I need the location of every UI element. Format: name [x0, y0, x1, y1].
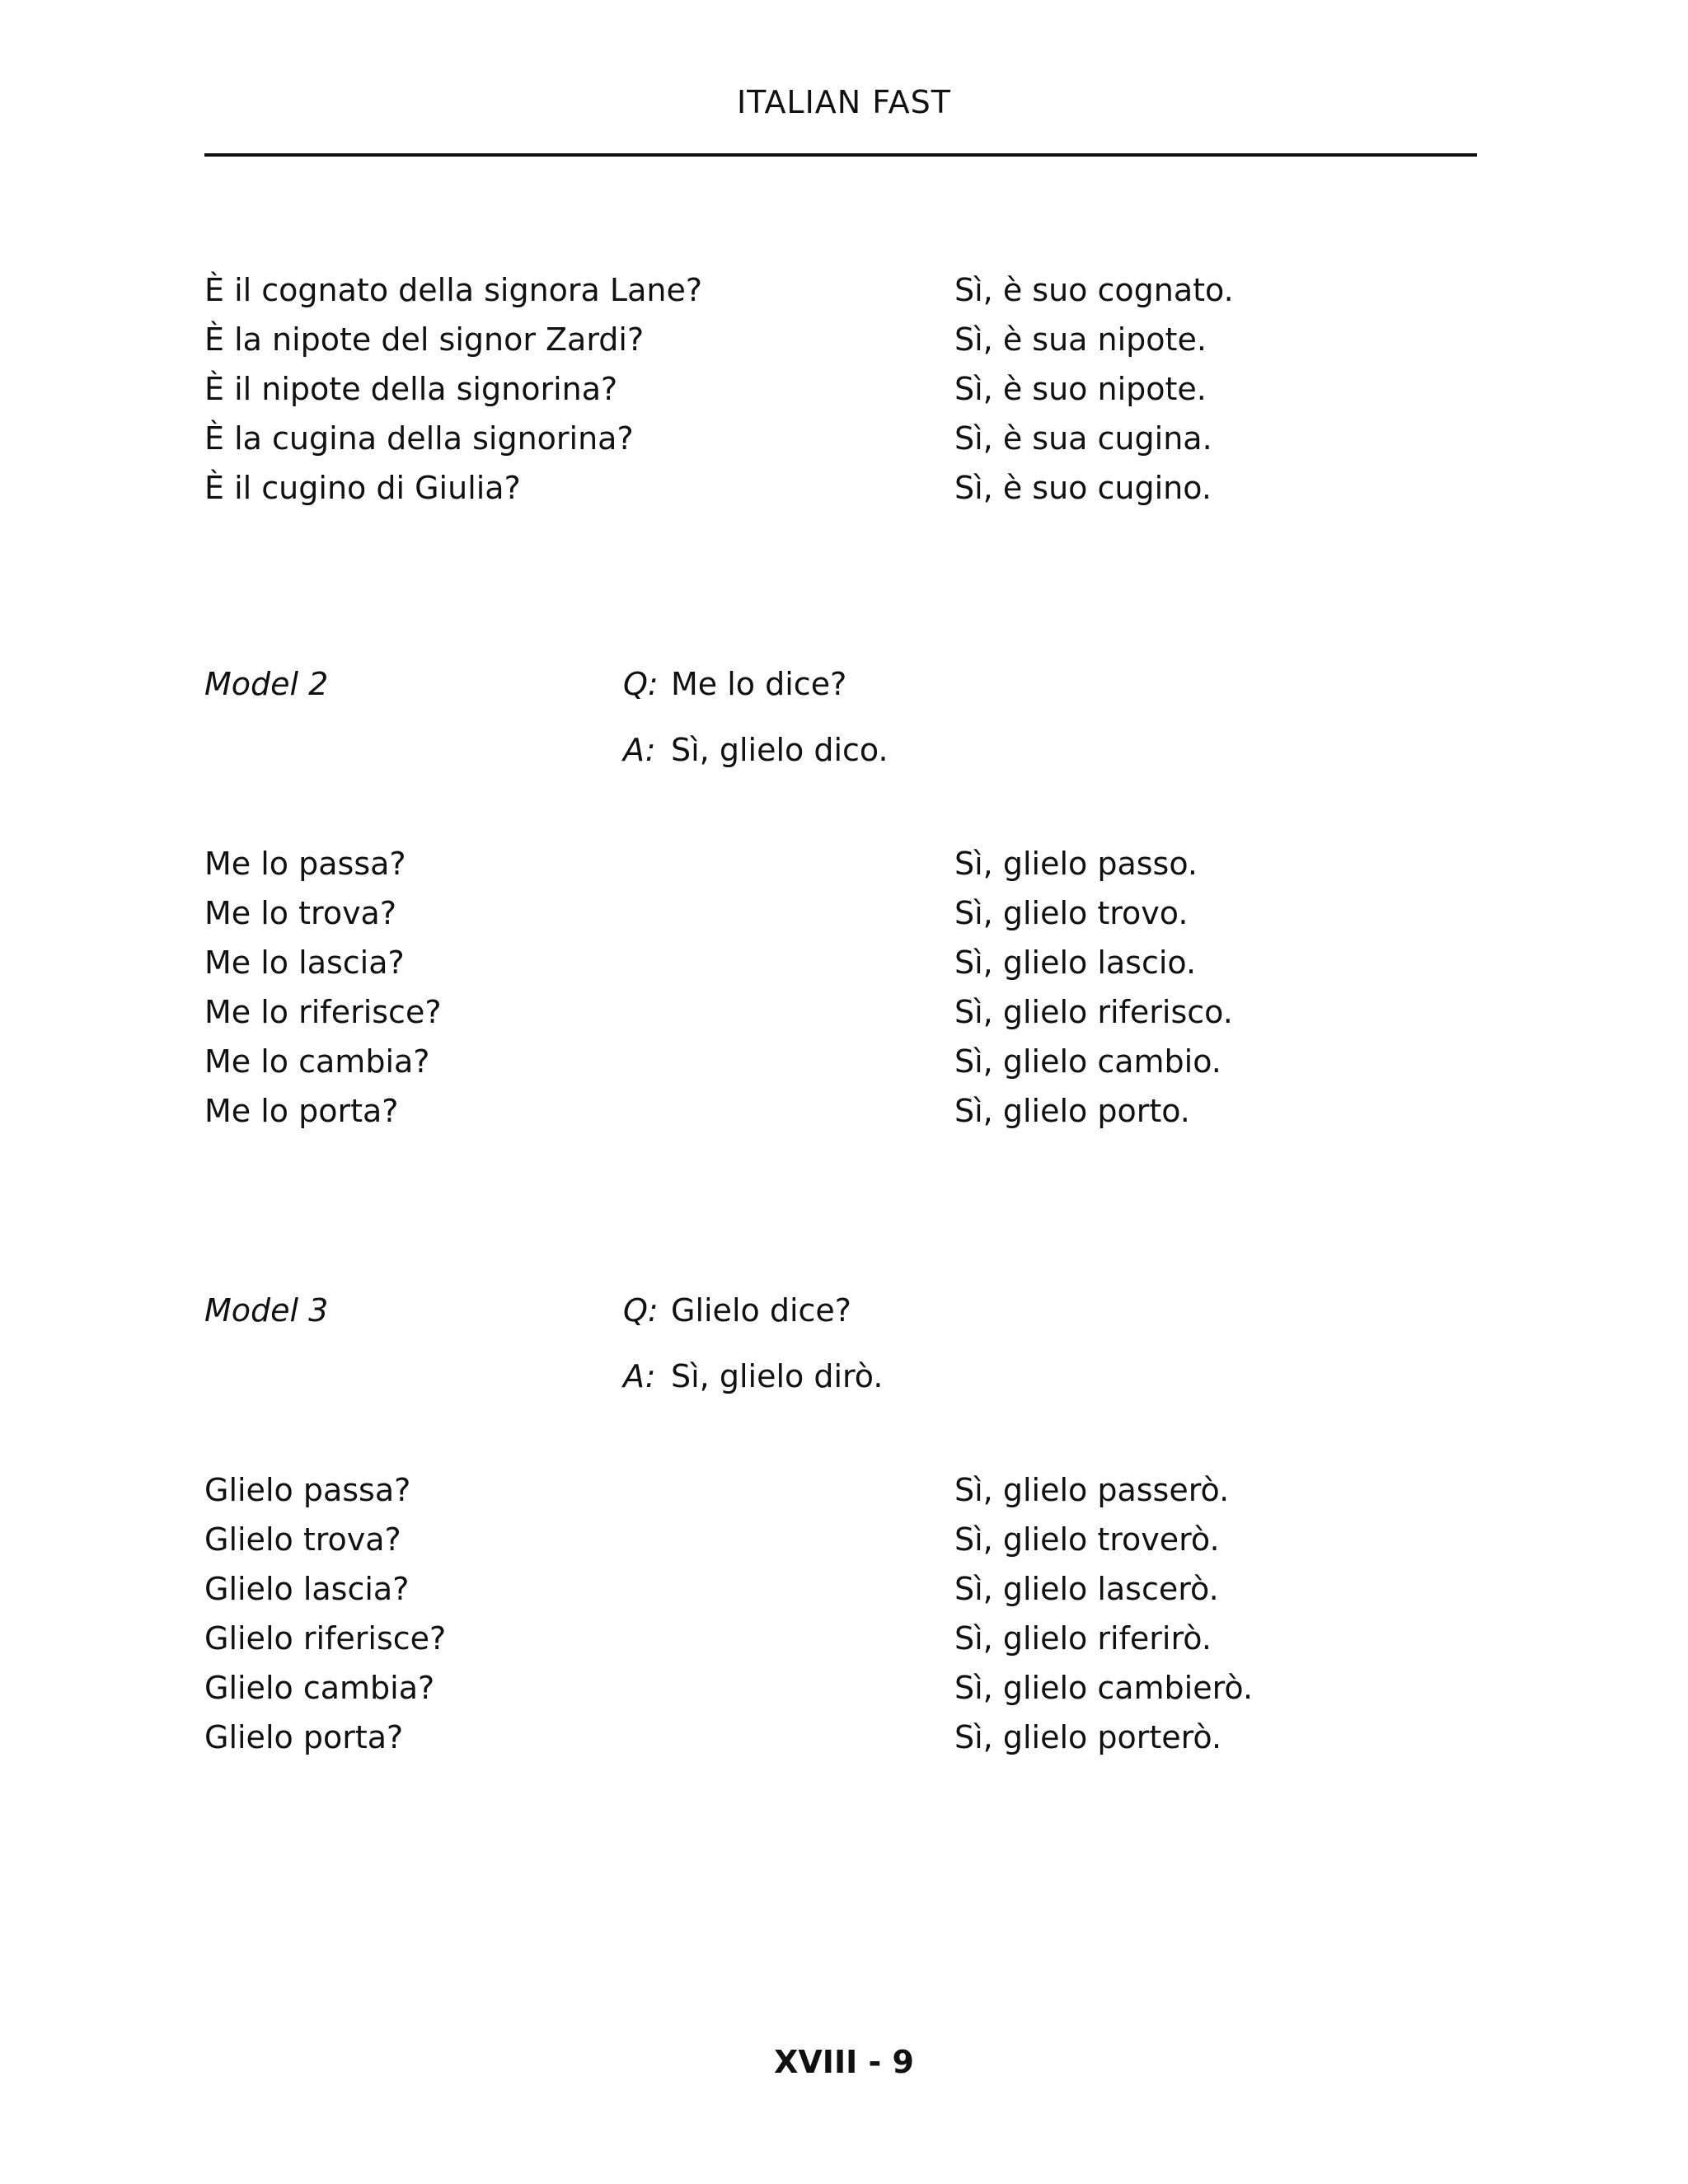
drill-answer: Sì, glielo lascio.: [954, 944, 1197, 981]
drill-answer: Sì, glielo troverò.: [954, 1521, 1220, 1558]
drill-question: Me lo lascia?: [204, 944, 405, 981]
drill-section-2: [204, 839, 1490, 1136]
drill-question: Glielo lascia?: [204, 1571, 410, 1607]
drill-row: [204, 1037, 1490, 1086]
drill-section-3: [204, 1465, 1490, 1762]
drill-answer: Sì, è suo nipote.: [954, 371, 1207, 407]
model-label: Model 2: [204, 666, 329, 702]
drill-row: [204, 1564, 1490, 1614]
drill-row: [204, 364, 1490, 414]
running-title: ITALIAN FAST: [736, 84, 952, 120]
drill-answer: Sì, glielo cambierò.: [954, 1670, 1254, 1706]
drill-question: Glielo cambia?: [204, 1670, 435, 1706]
drill-answer: Sì, glielo porto.: [954, 1093, 1190, 1129]
drill-question: Me lo porta?: [204, 1093, 399, 1129]
drill-row: [204, 463, 1490, 513]
drill-answer: Sì, è suo cugino.: [954, 470, 1212, 506]
answer-tag: A:: [623, 1358, 656, 1394]
drill-answer: Sì, è suo cognato.: [954, 272, 1234, 308]
question-tag: Q:: [623, 666, 659, 702]
drill-answer: Sì, è sua cugina.: [954, 420, 1212, 457]
drill-row: [204, 414, 1490, 463]
drill-row: [204, 1614, 1490, 1663]
answer-text: Sì, glielo dirò.: [671, 1358, 884, 1394]
model-label: Model 3: [204, 1292, 329, 1329]
model-question: [623, 1292, 851, 1329]
question-tag: Q:: [623, 1292, 659, 1329]
drill-row: [204, 1086, 1490, 1136]
drill-row: [204, 265, 1490, 315]
model-answer: [623, 732, 889, 768]
drill-question: Me lo passa?: [204, 846, 406, 882]
drill-question: È il cognato della signora Lane?: [204, 272, 703, 308]
drill-row: [204, 987, 1490, 1037]
drill-question: Me lo riferisce?: [204, 994, 442, 1030]
drill-row: [204, 1515, 1490, 1564]
drill-answer: Sì, glielo passo.: [954, 846, 1198, 882]
page-number: XVIII - 9: [774, 2044, 914, 2080]
drill-answer: Sì, glielo riferirò.: [954, 1620, 1212, 1657]
drill-question: Glielo riferisce?: [204, 1620, 447, 1657]
question-text: Glielo dice?: [671, 1292, 851, 1329]
question-text: Me lo dice?: [671, 666, 847, 702]
drill-row: [204, 938, 1490, 987]
answer-tag: A:: [623, 732, 656, 768]
drill-row: [204, 839, 1490, 888]
drill-answer: Sì, glielo cambio.: [954, 1043, 1221, 1080]
header-rule: [204, 153, 1477, 157]
drill-answer: Sì, glielo porterò.: [954, 1719, 1222, 1755]
drill-row: [204, 1713, 1490, 1762]
drill-question: Glielo passa?: [204, 1472, 411, 1508]
drill-answer: Sì, glielo passerò.: [954, 1472, 1230, 1508]
drill-row: [204, 315, 1490, 364]
drill-question: Glielo trova?: [204, 1521, 401, 1558]
drill-question: Me lo trova?: [204, 895, 397, 931]
model-question: [623, 666, 846, 702]
drill-question: Me lo cambia?: [204, 1043, 430, 1080]
drill-question: È la cugina della signorina?: [204, 420, 634, 457]
drill-answer: Sì, glielo riferisco.: [954, 994, 1233, 1030]
drill-row: [204, 1465, 1490, 1515]
answer-text: Sì, glielo dico.: [671, 732, 889, 768]
drill-question: È il cugino di Giulia?: [204, 470, 521, 506]
drill-section-1: [204, 265, 1490, 513]
drill-answer: Sì, è sua nipote.: [954, 321, 1207, 358]
model-answer: [623, 1358, 883, 1394]
drill-question: È il nipote della signorina?: [204, 371, 618, 407]
drill-answer: Sì, glielo trovo.: [954, 895, 1189, 931]
drill-question: Glielo porta?: [204, 1719, 404, 1755]
drill-row: [204, 888, 1490, 938]
drill-question: È la nipote del signor Zardi?: [204, 321, 645, 358]
drill-row: [204, 1663, 1490, 1713]
drill-answer: Sì, glielo lascerò.: [954, 1571, 1219, 1607]
